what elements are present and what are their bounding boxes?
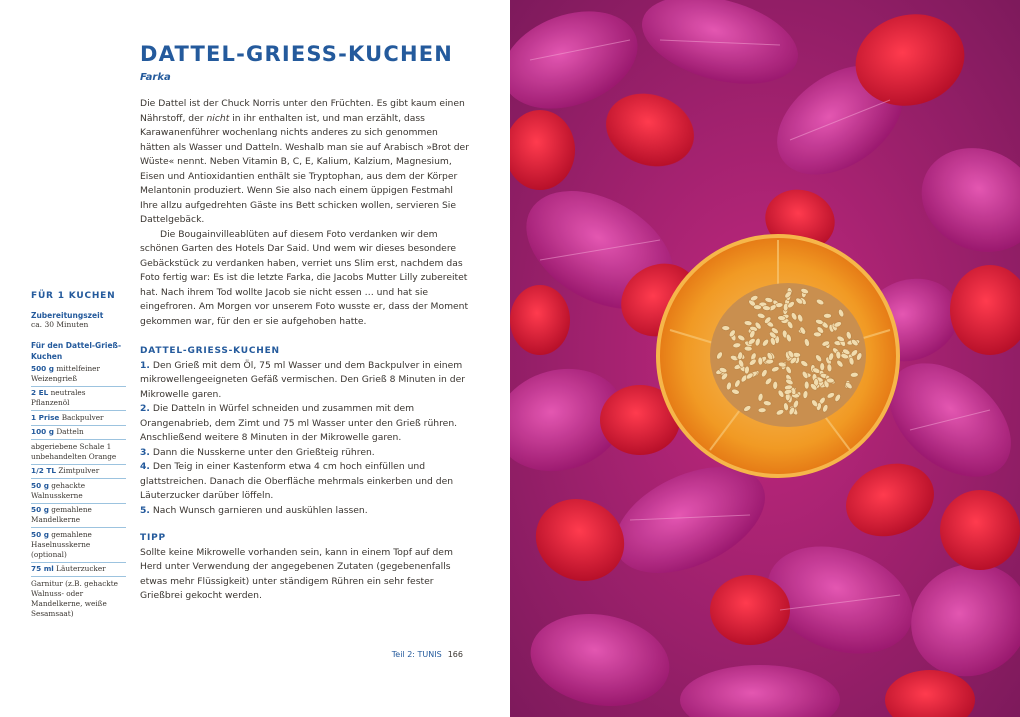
sesame-seed <box>804 381 809 389</box>
page-number: 166 <box>447 650 463 659</box>
sesame-seed <box>850 372 858 377</box>
ingredient-qty: 75 ml <box>31 564 54 573</box>
ingredient-item <box>31 426 126 441</box>
step-text: Den Teig in einer Kastenform etwa 4 cm hoch einfüllen und glattstreichen. Danach die Oberfläche mehrmals einkerben und den Läuterzucker darüber löffeln. <box>140 461 454 501</box>
footer-section: Teil 2: TUNIS <box>391 650 442 659</box>
ingredient-qty: 2 EL <box>31 388 49 397</box>
tip-section <box>140 531 470 604</box>
ingredient-name: abgeriebene Schale 1 unbehandelten Orange <box>31 441 117 461</box>
tip-heading: TIPP <box>140 533 166 543</box>
tip-text: Sollte keine Mikrowelle vorhanden sein, kann in einem Topf auf dem Herd unter Verwendung der angegebenen Zutaten (gegebenenfalls etwas mehr Flüssigkeit) unter ständigem Rühren ein sehr fester Grießbrei gekocht werden. <box>140 546 453 601</box>
sesame-seed <box>753 305 761 310</box>
step-number: 5. <box>140 504 150 516</box>
recipe-title: DATTEL-GRIESS-KUCHEN <box>140 42 454 66</box>
sesame-seed <box>773 381 778 389</box>
sesame-seed <box>777 315 785 320</box>
intro-text <box>140 97 470 329</box>
ingredient-name: mittelfeiner Weizengrieß <box>31 363 100 383</box>
sesame-seed <box>744 346 752 351</box>
ingredient-item <box>31 362 126 387</box>
ingredient-item <box>31 504 126 529</box>
step-item <box>140 446 470 461</box>
ingredient-name: Garnitur (z.B. gehackte Walnuss- oder Mandelkerne, weiße Sesamsaat) <box>31 578 118 618</box>
sesame-seed <box>758 408 766 413</box>
ingredient-name: neutrales Pflanzenöl <box>31 388 86 407</box>
ingredient-name: Datteln <box>56 427 84 436</box>
ingredient-qty: 100 g <box>31 427 54 436</box>
ingredient-item <box>31 577 126 621</box>
recipe-subtitle: Farka <box>140 72 171 83</box>
ingredients-list <box>31 362 126 621</box>
step-text: Nach Wunsch garnieren und auskühlen lassen. <box>152 504 368 516</box>
food-photo <box>510 0 1020 717</box>
ingredient-item <box>31 479 126 504</box>
ingredient-item <box>31 387 126 412</box>
intro-emphasis: nicht <box>206 112 230 124</box>
ingredient-item <box>31 440 126 465</box>
intro-text-part: in ihr enthalten ist, und man erzählt, dass Karawanenführer wochenlang nichts anderes zu sich genommen hätten als Wasser und Datteln. Weshalb man sie auf Arabisch »Brot der Wüste« nennt. Neben Vitamin B, C, E, Kalium, Kalzium, Magnesium, Eisen und Antioxidantien enthält sie Tryptophan, aus dem der Körper Melantonin produziert. Wenn Sie also nach einem üppigen Festmahl Ihre allzu aufgedrehten Gäste ins Bett schicken wollen, servieren Sie Dattelgebäck. <box>140 112 469 225</box>
step-item <box>140 504 470 519</box>
ingredient-name: gehackte Walnusskerne <box>31 480 86 500</box>
intro-paragraph-2: Die Bougainvilleablüten auf diesem Foto verdanken wir dem schönen Garten des Hotels Dar Said. Und wem wir dieses besondere Gebäckstück zu verdanken haben, verriet uns Slim erst, nachdem das Foto fertig war: Es ist die letzte Farka, die Jacobs Mutter Lilly zubereitet hat. Nach ihrem Tod wollte Jacob sie nicht essen … und hat sie eingefroren. Am Morgen vor unserem Foto wusste er, dass der Moment gekommen war, für den er sie aufgehoben hatte. <box>140 228 469 327</box>
sesame-seed <box>758 357 763 365</box>
step-text: Die Datteln in Würfel schneiden und zusammen mit dem Orangenabrieb, dem Zimt und 75 ml Wasser unter den Grieß rühren. Anschließend weitere 8 Minuten in der Mikrowelle garen. <box>140 403 458 443</box>
intro-text-part: Die Dattel ist der Chuck Norris unter den Früchten. Es gibt kaum einen Nährstoff, der <box>140 98 465 124</box>
photo-icon <box>510 0 1020 717</box>
page-footer <box>392 650 463 659</box>
method-section <box>140 344 470 518</box>
step-item <box>140 460 470 504</box>
sesame-seed <box>820 363 825 371</box>
step-number: 2. <box>140 403 150 414</box>
sesame-seed <box>823 313 831 318</box>
step-item <box>140 402 470 446</box>
ingredient-qty: 1/2 TL <box>31 466 56 475</box>
ingredients-sidebar <box>31 291 126 621</box>
step-number: 3. <box>140 446 150 458</box>
sesame-seed <box>722 325 730 330</box>
ingredients-heading: Für den Dattel-Grieß-Kuchen <box>31 341 122 361</box>
ingredient-item <box>31 465 126 480</box>
sesame-seed <box>827 364 833 372</box>
steps-list <box>140 359 470 519</box>
step-text: Dann die Nusskerne unter den Grießteig rühren. <box>152 446 375 458</box>
prep-time-label: Zubereitungszeit <box>31 311 104 320</box>
ingredient-name: Backpulver <box>61 412 104 422</box>
ingredient-item <box>31 563 126 578</box>
ingredient-qty: 1 Prise <box>31 412 60 422</box>
step-number: 4. <box>140 461 150 472</box>
ingredient-qty: 500 g <box>31 363 54 373</box>
sesame-seed <box>826 378 834 383</box>
ingredient-name: Zimtpulver <box>58 466 100 475</box>
method-heading: DATTEL-GRIESS-KUCHEN <box>140 346 280 356</box>
step-number: 1. <box>140 359 150 371</box>
ingredient-item <box>31 411 126 426</box>
step-text: Den Grieß mit dem Öl, 75 ml Wasser und dem Backpulver in einem mikrowellengeeigneten Gefäß vermischen. Den Grieß 8 Minuten in der Mikrowelle garen. <box>140 359 466 400</box>
step-item <box>140 359 470 403</box>
intro-paragraph-1 <box>140 97 470 228</box>
sesame-seed <box>765 359 773 364</box>
serves-label: FÜR 1 KUCHEN <box>31 291 116 301</box>
ingredient-qty: 50 g <box>31 480 49 490</box>
ingredient-name: gemahlene Haselnusskerne (optional) <box>31 529 92 559</box>
ingredient-item <box>31 528 126 563</box>
ingredient-name: gemahlene Mandelkerne <box>31 505 92 524</box>
ingredient-qty: 50 g <box>31 505 49 514</box>
ingredient-qty: 50 g <box>31 529 49 539</box>
ingredient-name: Läuterzucker <box>56 564 106 573</box>
prep-time-value: ca. 30 Minuten <box>31 320 89 329</box>
